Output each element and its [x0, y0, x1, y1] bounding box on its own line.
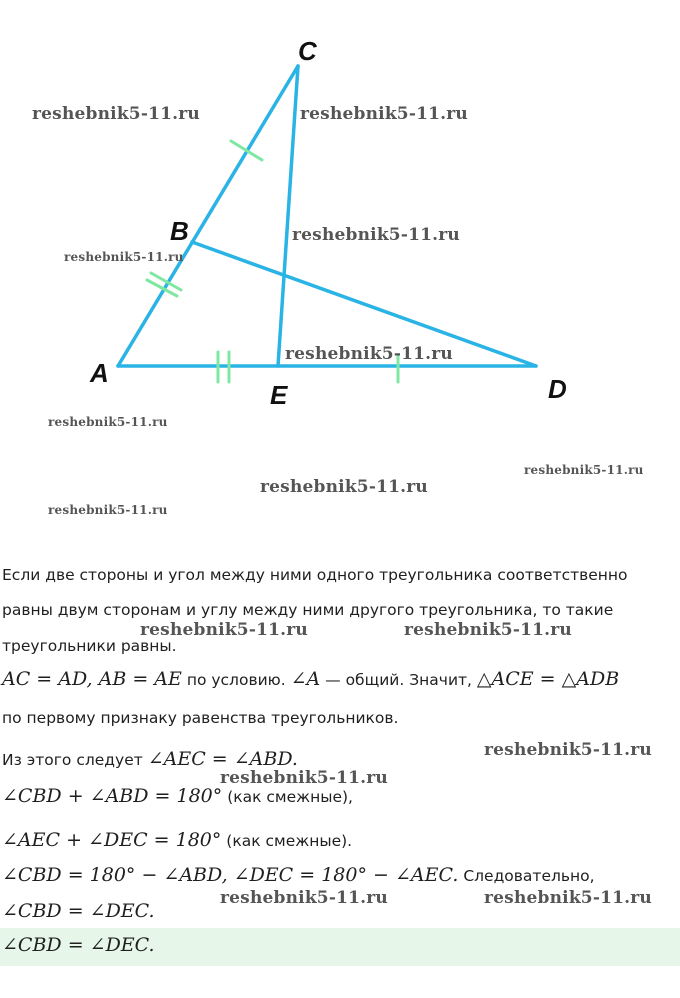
step-3-line: [2, 785, 353, 807]
rule-line-1: Если две стороны и угол между ними одного треугольника соответственно: [2, 566, 628, 584]
math-expression: ∠AEC + ∠DEC = 180°: [2, 829, 222, 851]
watermark: reshebnik5-11.ru: [484, 740, 652, 760]
watermark: reshebnik5-11.ru: [285, 344, 453, 364]
point-label-a: A: [90, 358, 109, 388]
math-expression: ∠A: [290, 668, 321, 690]
watermark: reshebnik5-11.ru: [32, 104, 200, 124]
watermark: reshebnik5-11.ru: [524, 463, 644, 477]
point-label-e: E: [270, 380, 288, 410]
math-expression: ∠CBD = ∠DEC.: [2, 900, 155, 922]
rule-line-2: равны двум сторонам и углу между ними другого треугольника, то такие: [2, 601, 614, 619]
watermark: reshebnik5-11.ru: [48, 503, 168, 517]
tick-bc: [231, 141, 262, 160]
step-5-line: [2, 864, 595, 886]
math-expression: ∠CBD = 180° − ∠ABD, ∠DEC = 180° − ∠AEC.: [2, 864, 459, 886]
point-label-d: D: [548, 374, 567, 404]
watermark: reshebnik5-11.ru: [300, 104, 468, 124]
watermark: reshebnik5-11.ru: [220, 888, 388, 908]
watermark: reshebnik5-11.ru: [292, 225, 460, 245]
point-label-c: C: [298, 36, 317, 66]
math-expression: △ACE = △ADB: [476, 668, 620, 690]
step-4-line: [2, 829, 352, 851]
watermark: reshebnik5-11.ru: [260, 477, 428, 497]
text-fragment: (как смежные),: [222, 788, 353, 806]
answer-box: [0, 928, 680, 966]
watermark: reshebnik5-11.ru: [220, 768, 388, 788]
watermark: reshebnik5-11.ru: [484, 888, 652, 908]
watermark: reshebnik5-11.ru: [404, 620, 572, 640]
rule-line-3: треугольники равны.: [2, 637, 177, 655]
watermark: reshebnik5-11.ru: [48, 415, 168, 429]
math-expression: AC = AD, AB = AE: [2, 668, 182, 690]
math-expression: ∠AEC = ∠ABD.: [147, 748, 298, 770]
watermark: reshebnik5-11.ru: [140, 620, 308, 640]
step-1-continuation: по первому признаку равенства треугольников.: [2, 709, 399, 727]
step-5-conclusion: [2, 900, 155, 922]
text-fragment: по условию.: [181, 671, 291, 689]
text-fragment: (как смежные).: [221, 832, 353, 850]
step-2-line: [2, 748, 298, 770]
text-fragment: Следовательно,: [458, 867, 595, 885]
step-1-line: [2, 668, 619, 690]
math-expression: ∠CBD + ∠ABD = 180°: [2, 785, 223, 807]
point-label-b: B: [170, 216, 189, 246]
answer-expression: ∠CBD = ∠DEC.: [2, 934, 155, 956]
watermark: reshebnik5-11.ru: [64, 250, 184, 264]
text-fragment: — общий. Значит,: [320, 671, 477, 689]
text-fragment: Из этого следует: [2, 751, 148, 769]
segment-ce: [278, 66, 298, 366]
